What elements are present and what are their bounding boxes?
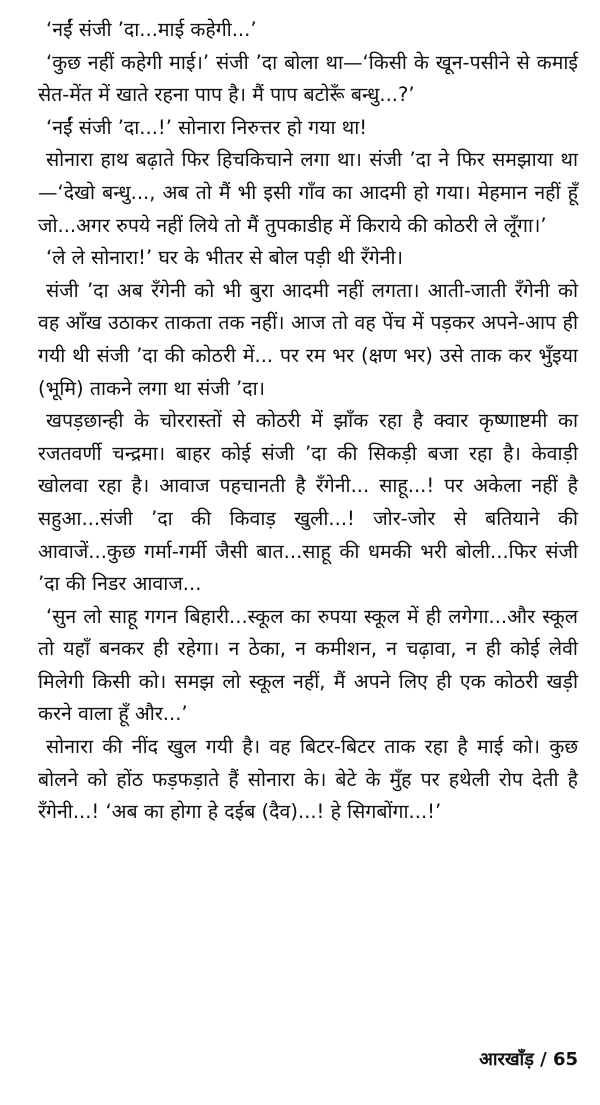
paragraph: सोनारा हाथ बढ़ाते फिर हिचकिचाने लगा था। संजी ’दा ने फिर समझाया था—‘देखो बन्धु..., अब तो मैं भी इसी गाँव का आदमी हो गया। मेहमान नहीं हूँ जो...अगर रुपये नहीं लिये तो मैं तुपकाडीह में किराये की कोठरी ले लूँगा।’ — [38, 148, 578, 237]
paragraph: ‘कुछ नहीं कहेगी माई।’ संजी ’दा बोला था—‘किसी के खून-पसीने से कमाई सेत-मेंत में खाते रहना पाप है। मैं पाप बटोरूँ बन्धु...?’ — [38, 50, 578, 107]
paragraph: ‘नईं संजी ’दा...माई कहेगी...’ — [46, 18, 257, 41]
paragraph: संजी ’दा अब रँगेनी को भी बुरा आदमी नहीं लगता। आती-जाती रँगेनी को वह आँख उठाकर ताकता तक नहीं। आज तो वह पेंच में पड़कर अपने-आप ही गयी थी संजी ’दा की कोठरी में... पर रम भर (क्षण भर) उसे ताक कर भुँइया (भूमि) ताकने लगा था संजी ’दा। — [38, 278, 578, 400]
paragraph: सोनारा की नींद खुल गयी है। वह बिटर-बिटर ताक रहा है माई को। कुछ बोलने को होंठ फड़फड़ाते हैं सोनारा के। बेटे के मुँह पर हथेली रोप देती है रँगेनी...! ‘अब का होगा हे दईब (दैव)...! हे सिगबोंगा...!’ — [38, 735, 578, 824]
paragraph: खपड़छान्ही के चोररास्तों से कोठरी में झाँक रहा है क्वार कृष्णाष्टमी का रजतवर्णी चन्द्रमा। बाहर कोई संजी ’दा की सिकड़ी बजा रहा है। केवाड़ी खोलवा रहा है। आवाज पहचानती है रँगेनी... साहू...! पर अकेला नहीं है सहुआ...संजी ’दा की किवाड़ खुली...! जोर-जोर से बतियाने की आवाजें...कुछ गर्मा-गर्मी जैसी बात...साहू की धमकी भरी बोली...फिर संजी ’दा की निडर आवाज... — [38, 409, 578, 596]
paragraph: ‘नईं संजी ’दा...!’ सोनारा निरुत्तर हो गया था! — [46, 115, 368, 139]
page-footer: आरखाँड़ / 65 — [479, 1049, 578, 1070]
paragraph: ‘ले ले सोनारा!’ घर के भीतर से बोल पड़ी थी रँगेनी। — [46, 246, 403, 270]
paragraph: ‘सुन लो साहू गगन बिहारी...स्कूल का रुपया स्कूल में ही लगेगा...और स्कूल तो यहाँ बनकर ही रहेगा। न ठेका, न कमीशन, न चढ़ावा, न ही कोई लेवी मिलेगी किसी को। समझ लो स्कूल नहीं, मैं अपने लिए ही एक कोठरी खड़ी करने वाला हूँ और...’ — [38, 604, 578, 726]
